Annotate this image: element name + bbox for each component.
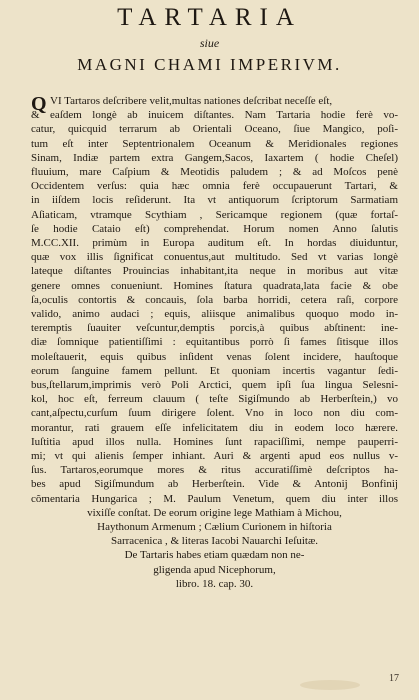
text-line: gligenda apud Nicephorum, — [153, 563, 276, 576]
text-line: lateque diſtantes Prouincias inhabitant,ita neque in moribus aut vitæ — [31, 265, 398, 278]
text-line: Aſiaticam, vtramque Scythiam , Sericamque regionem (quæ fortaſ- — [31, 208, 398, 221]
text-line: Sinam, Indiæ partem extra Gangem,Sacos, Iaxartem ( hodie Cheſel) — [31, 151, 398, 164]
text-line: mi; vt qui alienis ſemper inhiant. Auri & argenti apud eos nullus v- — [31, 450, 398, 462]
text-line: bus,ſtellarum,imprimis verò Poli Arctici, quem ipſi ſua lingua Selesni- — [31, 379, 398, 391]
text-line: VI Tartaros deſcribere velit,multas nationes deſcribat neceſſe eſt, — [50, 95, 333, 107]
text-line: De Tartaris habes etiam quædam non ne- — [124, 549, 305, 562]
text-line: ſus. Tartaros,eorumque mores & ritus accuratiſſimè deſcriptos ha- — [31, 464, 398, 477]
page-title: TARTARIA — [117, 4, 302, 31]
text-line: catur, quicquid terrarum ab Orientali Oceano, ſiue Mangico, poſi- — [31, 123, 398, 136]
text-line: moleſtauerit, equis quibus inſident venas ſolent incidere, hauſtoque — [31, 350, 398, 363]
text-line: quæ vox illis ſignificat conuentus,aut multitudo. Sed vt varias longè — [31, 251, 398, 264]
page-subtitle: MAGNI CHAMI IMPERIVM. — [77, 55, 342, 74]
text-line: fluuium, mare Caſpium & Meotidis paludem ; & ad Moſcos penè — [31, 166, 398, 178]
text-line: Haythonum Armenum ; Cælium Curionem in hiſtoria — [97, 521, 332, 533]
text-line: & eaſdem longè ab inuicem diſtantes. Nam Tartaria hodie ferè vo- — [31, 109, 398, 122]
text-line: Iuſtitia apud illos nulla. Homines ſunt rapaciſſimi, nempe pauperri- — [31, 435, 398, 448]
text-line: genere omnes conueniunt. Homines ſtatura quadrata,lata facie & obe — [31, 279, 398, 292]
text-line: libro. 18. cap. 30. — [175, 577, 254, 590]
drop-capital: Q — [31, 93, 47, 115]
text-line: in iiſdem locis reſiderunt. Ita vt antiquorum ſcriptorum Sarmatiam — [31, 194, 398, 207]
text-line: tum eſt inter Septentrionalem Oceanum & Meridionales regiones — [31, 137, 398, 150]
text-line: ſe hodie Cataio eſt) comprehendat. Horum nomen Anno ſalutis — [31, 222, 398, 235]
text-line: eorum ſanguine famem pellunt. Et quoniam incertis vagantur ſedi- — [31, 364, 398, 377]
text-line: valido, animo audaci ; equis, aliisque animalibus quoquo modo in- — [31, 308, 398, 320]
text-line: Sarracenica , & literas Iacobi Nauarchi Ieſuitæ. — [110, 535, 319, 548]
paper-stain — [300, 680, 360, 690]
title-conjunction: siue — [199, 36, 220, 50]
page-number: 17 — [389, 673, 399, 684]
text-line: cant,aſpectu,curſum ſuum dirigere ſolent. Vno in loco non diu com- — [31, 407, 398, 420]
text-line: cõmentaria Hungarica ; M. Paulum Venetum, quem diu inter illos — [31, 492, 398, 505]
text-line: Occidentem verſus: quia hæc omnia ferè occupauerunt Tartari, & — [31, 180, 398, 193]
text-line: morantur, rati grauem eſſe infelicitatem diu in eodem loco hærere. — [31, 421, 398, 434]
text-line: M.CC.XII. primùm in Europa auditum eſt. In hordas diuiduntur, — [31, 237, 398, 249]
text-line: bes apud Sigiſmundum ab Herberſtein. Vide & Antonij Bonfinij — [31, 478, 398, 491]
text-line: ſa,oculis contortis & concauis, ſola barba horridi, cetera raſi, corpore — [31, 293, 398, 306]
text-line: teremptis ſuauiter veſcuntur,demptis porcis,à quibus abſtinent: ine- — [31, 322, 398, 335]
text-line: kol, hoc eſt, ferreum clauum ( teſte Sigiſmundo ab Herberſtein,) vo — [31, 393, 398, 406]
text-line: vixiſſe conſtat. De eorum origine lege Mathiam à Michou, — [87, 506, 342, 519]
text-line: diæ ſomnique patientiſſimi : equitantibus porrò ſi fames ſitisque illos — [31, 336, 398, 349]
